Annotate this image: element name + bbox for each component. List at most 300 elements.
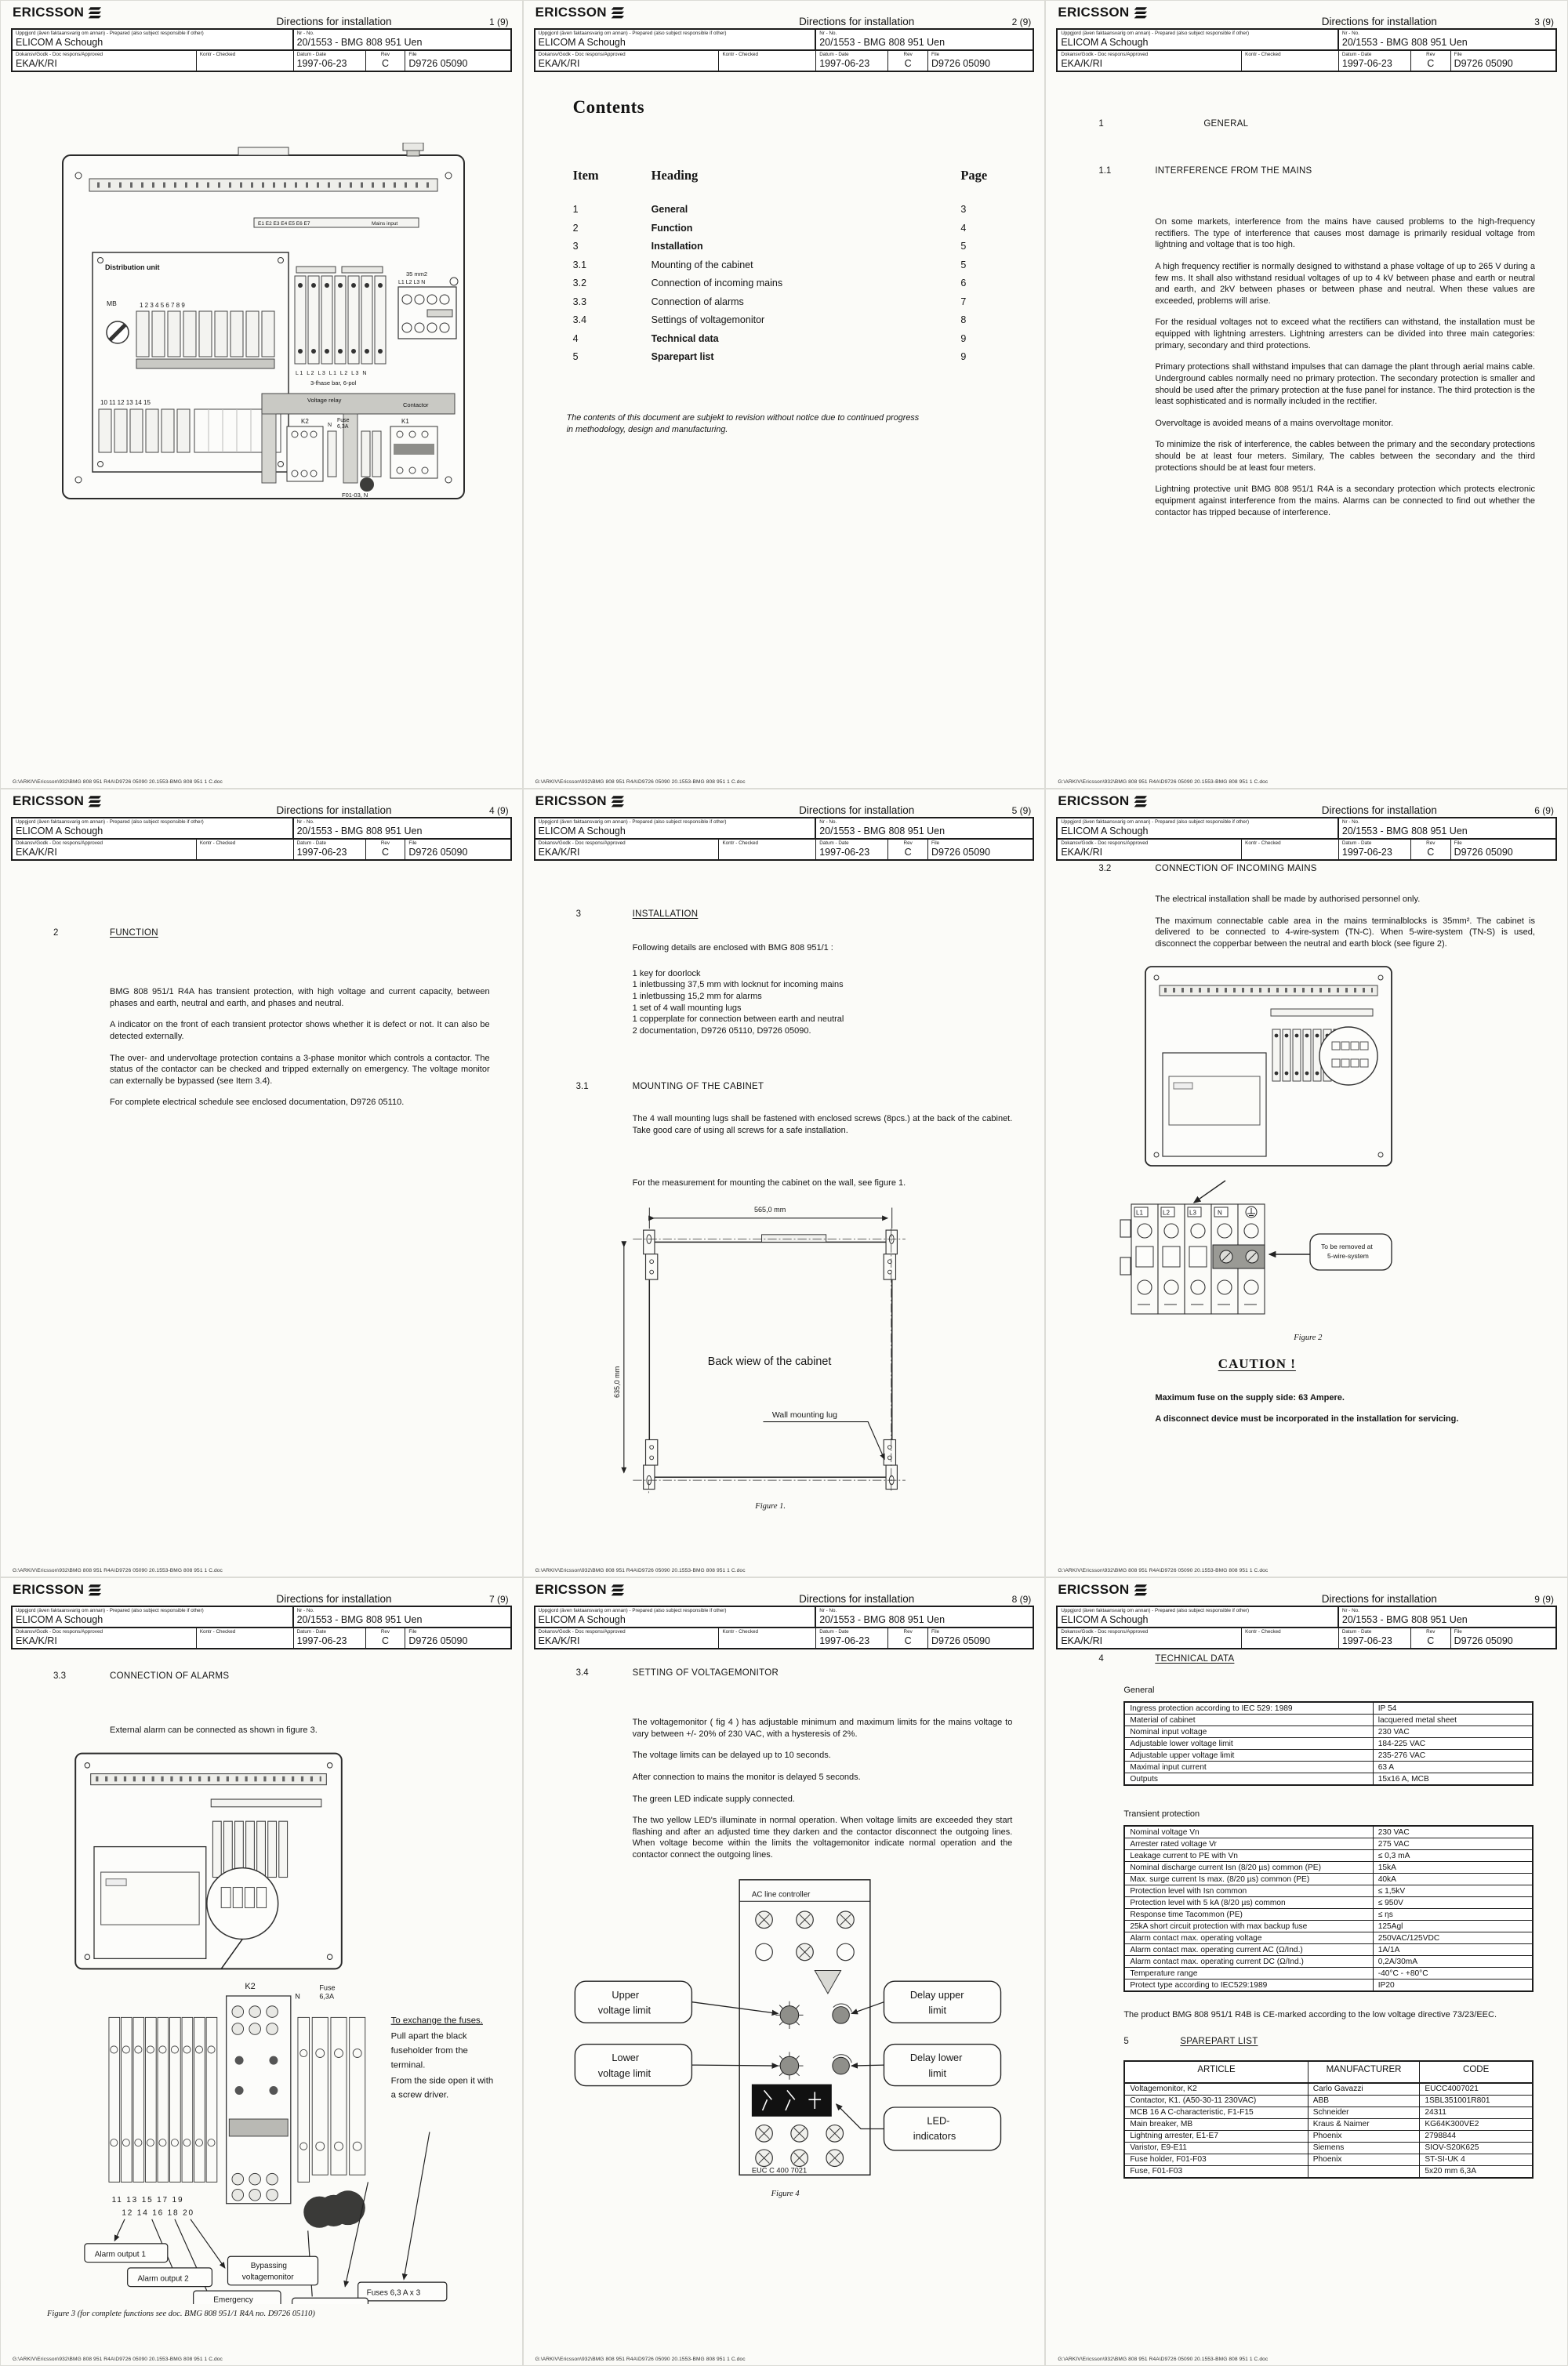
table-cell: Main breaker, MB <box>1125 2119 1308 2130</box>
table-row <box>1125 1861 1532 1873</box>
prepared-value: ELICOM A Schough <box>538 37 626 48</box>
footer-path: G:\ARKIV\Ericsson\932\BMG 808 951 R4A\D9726 05090 20.1553-BMG 808 951 1 C.doc <box>1058 2357 1269 2362</box>
table-cell: 4 <box>572 332 579 344</box>
bypass-label-1: Bypassing <box>250 2261 288 2270</box>
paragraph: For the residual voltages not to exceed what the rectifiers can withstand, the installation must be equipped with lightning arresters. Lightning arresters can be divided into three main categories: primary, secondary and third protections. <box>1155 318 1535 350</box>
footer-path: G:\ARKIV\Ericsson\932\BMG 808 951 R4A\D9726 05090 20.1553-BMG 808 951 1 C.doc <box>535 1568 746 1573</box>
paragraph: 1 inletbussing 15,2 mm for alarms <box>632 991 762 1001</box>
rev-value: C <box>904 58 912 69</box>
figure-2 <box>1136 960 1568 1342</box>
table-row <box>1125 2130 1532 2142</box>
page-header <box>1056 1582 1557 1649</box>
ericsson-wordmark: ERICSSON <box>1058 793 1130 808</box>
page-7-body <box>0 1653 523 2350</box>
lower-limit-callout-1: Lower <box>612 2051 639 2063</box>
no-label: Nr - No. <box>1341 31 1359 36</box>
rev-label: Rev <box>903 52 913 57</box>
page-number: 5 (9) <box>1011 805 1032 816</box>
date-label: Datum - Date <box>819 840 849 846</box>
rev-label: Rev <box>1426 840 1436 846</box>
section-number: 3.1 <box>575 1082 589 1092</box>
table-cell: 4 <box>960 222 967 234</box>
table-row <box>1125 1726 1532 1737</box>
date-value: 1997-06-23 <box>296 847 347 858</box>
table-cell: Adjustable lower voltage limit <box>1125 1738 1373 1749</box>
contactor-label: Contactor <box>403 401 429 408</box>
table-cell: KG64K300VE2 <box>1425 2120 1479 2129</box>
terminal-block-detail-drawing <box>1108 1179 1406 1326</box>
delay-upper-callout-2: limit <box>928 2004 946 2016</box>
table-cell: MCB 16 A C-characteristic, F1-F15 <box>1125 2107 1308 2118</box>
date-label: Datum - Date <box>296 1629 327 1635</box>
table-row <box>1125 2142 1532 2154</box>
file-label: File <box>1454 52 1462 57</box>
cable-area-label: 35 mm2 <box>406 270 428 278</box>
page-2 <box>523 0 1046 789</box>
mains-terminal-labels: L1 L2 L3 N <box>398 280 426 285</box>
rev-label: Rev <box>380 52 390 57</box>
file-label: File <box>408 840 417 846</box>
page-6 <box>1045 789 1568 1577</box>
table-row <box>1125 1896 1532 1908</box>
table-cell: Nominal input voltage <box>1125 1726 1373 1737</box>
section-general <box>1045 119 1568 129</box>
table-cell: 230 VAC <box>1377 1827 1410 1837</box>
ericsson-wordmark: ERICSSON <box>535 1582 607 1597</box>
section-function <box>0 928 523 938</box>
page-number: 4 (9) <box>488 805 509 816</box>
table-cell: 125Agl <box>1377 1921 1403 1931</box>
ericsson-bars-icon <box>1134 796 1147 807</box>
no-value: 20/1553 - BMG 808 951 Uen <box>819 826 946 836</box>
section-number: 3.3 <box>53 1671 66 1681</box>
rev-label: Rev <box>1426 52 1436 57</box>
paragraph: To minimize the risk of interference, the cables between the primary and the secondary protections should be at least four meters. Similary, The cables between the secondary and the third protections should be at least four meters. <box>1155 440 1535 473</box>
table-row <box>573 351 1005 362</box>
section-technical-data <box>1045 1654 1568 1664</box>
no-value: 20/1553 - BMG 808 951 Uen <box>296 826 423 836</box>
table-row <box>1125 1838 1532 1849</box>
table-row <box>1125 1827 1532 1838</box>
page-header <box>534 5 1035 72</box>
rev-label: Rev <box>1426 1629 1436 1635</box>
rev-label: Rev <box>903 840 913 846</box>
prepared-label: Uppgjord (även faktaansvarig om annan) - Prepared (also subject responsible if other) <box>1061 1608 1250 1613</box>
ericsson-wordmark: ERICSSON <box>13 1582 85 1597</box>
prepared-value: ELICOM A Schough <box>16 826 103 836</box>
table-cell: 1SBL351001R801 <box>1425 2096 1490 2106</box>
section-incoming-mains <box>1045 864 1568 873</box>
table-cell: 3 <box>960 204 967 215</box>
file-value: D9726 05090 <box>408 58 468 69</box>
checked-label: Kontr - Checked <box>199 840 236 846</box>
fuse-label-1: Fuse <box>337 418 350 423</box>
table-cell: 6 <box>960 278 967 288</box>
upper-limit-dial <box>775 2001 803 2028</box>
max-fuse-note: Maximum fuse on the supply side: 63 Ampere. <box>1155 1392 1345 1403</box>
exchange-line-3: fuseholder from the <box>390 2045 468 2056</box>
doc-title: Directions for installation <box>1321 804 1437 816</box>
doc-title: Directions for installation <box>276 1593 392 1605</box>
page-8-body <box>523 1653 1046 2350</box>
mounting-paragraph: The 4 wall mounting lugs shall be fastened with enclosed screws (8pcs.) at the back of the cabinet. Take good care of using all screws for a safe installation. <box>632 1114 1013 1135</box>
doc-title: Directions for installation <box>1321 1593 1437 1605</box>
remove-callout-line1: To be removed at <box>1321 1242 1373 1250</box>
document-header-table <box>534 1606 1035 1649</box>
ericsson-logo <box>1058 793 1146 809</box>
document-header-table <box>534 28 1035 72</box>
table-row <box>1125 2165 1532 2177</box>
column-code: CODE <box>1463 2064 1490 2074</box>
rev-label: Rev <box>380 1629 390 1635</box>
table-row <box>1125 1703 1532 1714</box>
page-header <box>11 5 512 72</box>
page-5-body <box>523 864 1046 1562</box>
table-cell: Alarm contact max. operating voltage <box>1125 1932 1373 1943</box>
delay-lower-callout-1: Delay lower <box>909 2051 963 2063</box>
file-label: File <box>408 1629 417 1635</box>
section-number: 4 <box>1098 1654 1104 1664</box>
table-cell: 184-225 VAC <box>1377 1739 1426 1748</box>
date-label: Datum - Date <box>296 840 327 846</box>
ericsson-logo <box>1058 1582 1146 1598</box>
file-label: File <box>1454 1629 1462 1635</box>
date-value: 1997-06-23 <box>819 1635 870 1646</box>
table-cell: 2798844 <box>1425 2132 1456 2141</box>
footer-path: G:\ARKIV\Ericsson\932\BMG 808 951 R4A\D9726 05090 20.1553-BMG 808 951 1 C.doc <box>13 1568 223 1573</box>
footer-path: G:\ARKIV\Ericsson\932\BMG 808 951 R4A\D9726 05090 20.1553-BMG 808 951 1 C.doc <box>535 779 746 785</box>
paragraph: The voltage limits can be delayed up to 10 seconds. <box>632 1751 831 1761</box>
respons-value: EKA/K/RI <box>538 847 580 858</box>
respons-value: EKA/K/RI <box>538 1635 580 1646</box>
table-cell: Ingress protection according to IEC 529: 1989 <box>1125 1703 1373 1714</box>
lower-limit-callout-2: voltage limit <box>597 2067 651 2079</box>
ericsson-logo <box>1058 5 1146 20</box>
table-cell: 5 <box>960 241 967 252</box>
paragraph: The two yellow LED's illuminate in normal operation. When voltage limits are exceeded they start flashing and after an adjusted time they darken and the contactor disconnect the outgoing lines. When voltage become within the limits the voltagemonitor indicate normal operation and the contactor connect the outgoing lines. <box>632 1816 1013 1860</box>
phase-bar-label: 3-fhase bar, 6-pol <box>310 379 357 386</box>
table-row <box>1125 1749 1532 1761</box>
table-cell: 275 VAC <box>1377 1839 1410 1849</box>
document-header-table <box>11 1606 512 1649</box>
table-cell: ST-SI-UK 4 <box>1425 2155 1465 2165</box>
emergency-label-1: Emergency <box>213 2295 253 2304</box>
table-cell: 1 <box>572 204 579 215</box>
figure-cabinet-interior <box>52 143 523 515</box>
terminal-l2: L2 <box>1163 1209 1171 1216</box>
page-header <box>11 793 512 861</box>
prepared-value: ELICOM A Schough <box>16 1614 103 1625</box>
figure-1 <box>567 1199 1046 1511</box>
col-heading: Heading <box>651 168 699 183</box>
fuse-label-2: 6,3A <box>319 1992 335 2001</box>
table-row <box>1125 1849 1532 1861</box>
table-row <box>573 241 1005 252</box>
rev-value: C <box>1427 847 1435 858</box>
contents-columns <box>573 168 1005 183</box>
page-3-body <box>1045 75 1568 773</box>
table-cell: Fuse holder, F01-F03 <box>1125 2154 1308 2165</box>
table-cell: IP20 <box>1377 1980 1395 1990</box>
height-dimension: 635,0 mm <box>612 1366 621 1399</box>
no-label: Nr - No. <box>819 1608 837 1613</box>
document-header-table <box>534 817 1035 861</box>
general-table-label: General <box>1123 1686 1155 1695</box>
figure-1-caption: Figure 1. <box>755 1502 786 1511</box>
led-callout-1: LED- <box>927 2114 950 2127</box>
table-cell: ≤ 1,5kV <box>1377 1886 1406 1896</box>
no-value: 20/1553 - BMG 808 951 Uen <box>1341 37 1468 48</box>
ericsson-bars-icon <box>611 796 624 807</box>
table-cell: Sparepart list <box>651 351 714 362</box>
no-value: 20/1553 - BMG 808 951 Uen <box>819 37 946 48</box>
distribution-unit-label: Distribution unit <box>105 263 160 271</box>
table-cell: Schneider <box>1308 2107 1421 2118</box>
table-cell: ≤ ηs <box>1377 1910 1393 1919</box>
rev-value: C <box>381 1635 389 1646</box>
section-title: SETTING OF VOLTAGEMONITOR <box>632 1668 779 1678</box>
table-cell: Varistor, E9-E11 <box>1125 2143 1308 2154</box>
cable-area-paragraph: The maximum connectable cable area in the mains terminalblocks is 35mm². The cabinet is delivered to be connected to 4-wire-system (TN-C). When 5-wire-system (TN-S) is used, disconnect the copperbar between the neutral and earth block (see figure 2). <box>1155 916 1535 949</box>
table-cell: 3.1 <box>572 259 587 270</box>
no-value: 20/1553 - BMG 808 951 Uen <box>1341 1614 1468 1625</box>
ericsson-wordmark: ERICSSON <box>13 5 85 20</box>
prepared-label: Uppgjord (även faktaansvarig om annan) - Prepared (also subject responsible if other) <box>1061 31 1250 36</box>
k1-label: K1 <box>401 418 409 425</box>
page-1 <box>0 0 523 789</box>
no-label: Nr - No. <box>819 819 837 825</box>
doc-title: Directions for installation <box>1321 16 1437 27</box>
page-number: 6 (9) <box>1534 805 1554 816</box>
back-view-label: Back wiew of the cabinet <box>707 1355 831 1369</box>
doc-title: Directions for installation <box>799 804 915 816</box>
column-article: ARTICLE <box>1125 2062 1308 2082</box>
table-cell: Temperature range <box>1125 1968 1373 1979</box>
date-value: 1997-06-23 <box>1341 58 1392 69</box>
page-header <box>11 1582 512 1649</box>
ericsson-bars-icon <box>88 796 101 807</box>
ericsson-wordmark: ERICSSON <box>535 5 607 20</box>
section-mounting <box>523 1082 1046 1091</box>
table-row <box>1125 1955 1532 1967</box>
checked-label: Kontr - Checked <box>199 1629 236 1635</box>
paragraph: The green LED indicate supply connected. <box>632 1794 795 1804</box>
enclosed-items-list <box>523 968 1046 1037</box>
section-title: SPAREPART LIST <box>1180 2036 1258 2046</box>
table-cell: 3.4 <box>572 314 587 325</box>
date-label: Datum - Date <box>1341 52 1372 57</box>
respons-value: EKA/K/RI <box>1061 1635 1103 1646</box>
table-row <box>1125 2083 1532 2095</box>
table-row <box>573 259 1005 270</box>
page-number: 2 (9) <box>1011 16 1032 27</box>
table-row <box>1125 1761 1532 1773</box>
section-sparepart <box>1045 2037 1568 2046</box>
exchange-line-1: To exchange the fuses. <box>390 2016 483 2026</box>
respons-value: EKA/K/RI <box>1061 58 1103 69</box>
terminal-numbers-odd: 11 13 15 17 19 <box>111 2195 184 2205</box>
table-row <box>1125 2107 1532 2118</box>
date-value: 1997-06-23 <box>296 1635 347 1646</box>
table-cell: 0,2A/30mA <box>1377 1957 1418 1966</box>
ac-line-controller-drawing <box>554 1872 1017 2186</box>
f01-label: F01-03, N <box>342 492 368 499</box>
ericsson-bars-icon <box>88 1584 101 1596</box>
alarm-output-1-label: Alarm output 1 <box>94 2249 146 2259</box>
respons-label: Dokansv/Godk - Doc respons/Approved <box>538 52 626 57</box>
respons-label: Dokansv/Godk - Doc respons/Approved <box>16 52 103 57</box>
ericsson-wordmark: ERICSSON <box>13 793 85 808</box>
paragraph: A indicator on the front of each transient protector shows whether it is defect or not. It can also be detected externally. <box>110 1020 490 1041</box>
table-cell: 230 VAC <box>1377 1727 1410 1736</box>
table-row <box>1125 2154 1532 2165</box>
led-callout-2: indicators <box>913 2129 956 2142</box>
table-cell: Phoenix <box>1308 2154 1421 2165</box>
remove-callout-line2: 5-wire-system <box>1327 1251 1370 1260</box>
file-label: File <box>931 840 940 846</box>
table-cell: Technical data <box>651 332 719 344</box>
file-value: D9726 05090 <box>931 1635 991 1646</box>
caution-heading: CAUTION ! <box>1218 1355 1296 1371</box>
table-cell: Fuse, F01-F03 <box>1125 2166 1308 2177</box>
doc-title: Directions for installation <box>799 16 915 27</box>
arrester-rail-label: E1 E2 E3 E4 E5 E6 E7 <box>258 221 310 227</box>
table-cell: Arrester rated voltage Vr <box>1125 1838 1373 1849</box>
ericsson-bars-icon <box>88 7 101 19</box>
checked-label: Kontr - Checked <box>199 52 236 57</box>
alarm-output-2-label: Alarm output 2 <box>137 2273 189 2283</box>
table-cell: 3.2 <box>572 278 587 288</box>
table-cell: 5 <box>572 351 579 362</box>
checked-label: Kontr - Checked <box>1245 840 1281 846</box>
table-cell: Alarm contact max. operating current AC (Ω/Ind.) <box>1125 1944 1373 1955</box>
ericsson-wordmark: ERICSSON <box>1058 1582 1130 1597</box>
checked-label: Kontr - Checked <box>722 52 758 57</box>
mb-label: MB <box>107 299 117 307</box>
terminal-l1: L1 <box>1136 1209 1144 1216</box>
function-paragraphs <box>0 986 523 1109</box>
n-label: N <box>295 1992 300 2001</box>
date-label: Datum - Date <box>1341 840 1372 846</box>
no-label: Nr - No. <box>296 1608 314 1613</box>
wall-mounting-lug-label: Wall mounting lug <box>771 1410 837 1421</box>
no-label: Nr - No. <box>1341 819 1359 825</box>
table-cell: Protection level with Isn common <box>1125 1885 1373 1896</box>
contents-title: Contents <box>572 97 645 117</box>
led-panel <box>752 2084 832 2116</box>
footer-path: G:\ARKIV\Ericsson\932\BMG 808 951 R4A\D9726 05090 20.1553-BMG 808 951 1 C.doc <box>1058 779 1269 785</box>
ericsson-wordmark: ERICSSON <box>1058 5 1130 20</box>
general-paragraphs <box>1045 216 1568 518</box>
section-title: INSTALLATION <box>632 909 699 919</box>
ericsson-logo <box>535 1582 624 1598</box>
section-title: INTERFERENCE FROM THE MAINS <box>1155 166 1312 176</box>
table-row <box>1125 1979 1532 1990</box>
table-cell: Maximal input current <box>1125 1762 1373 1773</box>
ce-mark-paragraph: The product BMG 808 951/1 R4B is CE-marked according to the low voltage directive 73/23/EEC. <box>1123 2010 1497 2019</box>
doc-title: Directions for installation <box>799 1593 915 1605</box>
section-number: 5 <box>1123 2036 1129 2046</box>
rev-value: C <box>904 1635 912 1646</box>
prepared-label: Uppgjord (även faktaansvarig om annan) - Prepared (also subject responsible if other) <box>538 31 727 36</box>
checked-label: Kontr - Checked <box>1245 52 1281 57</box>
exchange-line-4: terminal. <box>390 2059 426 2070</box>
section-interference <box>1045 166 1568 176</box>
file-value: D9726 05090 <box>1454 847 1513 858</box>
ericsson-wordmark: ERICSSON <box>535 793 607 808</box>
table-cell: Outputs <box>1125 1773 1373 1784</box>
table-row <box>1125 1932 1532 1943</box>
ericsson-bars-icon <box>611 1584 624 1596</box>
table-row <box>1125 1873 1532 1885</box>
table-cell: Function <box>651 222 693 234</box>
upper-limit-callout-2: voltage limit <box>597 2004 651 2016</box>
paragraph: After connection to mains the monitor is delayed 5 seconds. <box>632 1772 861 1782</box>
page-8 <box>523 1577 1046 2366</box>
respons-label: Dokansv/Godk - Doc respons/Approved <box>538 1629 626 1635</box>
table-cell: Siemens <box>1308 2143 1421 2154</box>
table-cell: 24311 <box>1425 2108 1446 2117</box>
section-title: CONNECTION OF INCOMING MAINS <box>1155 864 1317 873</box>
page-7 <box>0 1577 523 2366</box>
device-code: EUC C 400 7021 <box>751 2165 807 2174</box>
figure-3-caption: Figure 3 (for complete functions see doc. BMG 808 951/1 R4A no. D9726 05110) <box>47 2309 315 2318</box>
table-cell: SIOV-S20K625 <box>1425 2143 1479 2153</box>
table-cell: 1A/1A <box>1377 1945 1400 1954</box>
no-label: Nr - No. <box>819 31 837 36</box>
respons-value: EKA/K/RI <box>538 58 580 69</box>
section-number: 1 <box>1098 119 1104 129</box>
table-row <box>573 278 1005 288</box>
prepared-label: Uppgjord (även faktaansvarig om annan) - Prepared (also subject responsible if other) <box>16 819 204 825</box>
k2-label: K2 <box>245 1981 256 1991</box>
table-cell: Lightning arrester, E1-E7 <box>1125 2131 1308 2142</box>
table-cell: 3.3 <box>572 296 587 307</box>
table-cell: Response time Tacommon (PE) <box>1125 1909 1373 1920</box>
page-header <box>534 793 1035 861</box>
table-cell: Nominal discharge current Isn (8/20 µs) common (PE) <box>1125 1862 1373 1873</box>
table-cell: Max. surge current Is max. (8/20 µs) common (PE) <box>1125 1874 1373 1885</box>
prepared-label: Uppgjord (även faktaansvarig om annan) - Prepared (also subject responsible if other) <box>16 31 204 36</box>
respons-label: Dokansv/Godk - Doc respons/Approved <box>16 840 103 846</box>
table-cell: Connection of incoming mains <box>651 278 783 288</box>
table-row <box>1125 1737 1532 1749</box>
rev-value: C <box>904 847 912 858</box>
page-4-body <box>0 864 523 1562</box>
voltage-relay-label: Voltage relay <box>307 397 342 404</box>
table-cell: 15kA <box>1377 1863 1396 1872</box>
table-cell: 235-276 VAC <box>1377 1751 1426 1760</box>
external-alarm-paragraph: External alarm can be connected as shown in figure 3. <box>110 1726 318 1735</box>
general-table <box>1123 1701 1534 1786</box>
col-page: Page <box>960 168 988 183</box>
table-row <box>1125 1908 1532 1920</box>
respons-value: EKA/K/RI <box>16 58 57 69</box>
fuse-label-1: Fuse <box>319 1983 336 1992</box>
fuse-label-2: 6,3A <box>337 424 349 430</box>
ericsson-logo <box>13 1582 101 1598</box>
table-cell: -40°C - +80°C <box>1377 1969 1428 1978</box>
table-cell: Protect type according to IEC529:1989 <box>1125 1980 1373 1990</box>
paragraph: A high frequency rectifier is normally designed to withstand a phase voltage of up to 265 V during a few ms. It shall also withstand residual voltages of up to 4 kV between phase and earth or neutral and earth, and 2kV between phases or between phase and neutral. When these values are exceeded, problems will arise. <box>1155 261 1535 306</box>
ericsson-logo <box>13 793 101 809</box>
paragraph: On some markets, interference from the mains have caused problems to the high-frequency rectifiers. The type of interference that causes most damage is primarily residual voltage from lightning and voltage that is too high. <box>1155 217 1535 250</box>
page-5 <box>523 789 1046 1577</box>
section-number: 3.2 <box>1098 864 1112 873</box>
page-1-body <box>0 75 523 773</box>
prepared-value: ELICOM A Schough <box>538 826 626 836</box>
respons-label: Dokansv/Godk - Doc respons/Approved <box>1061 52 1149 57</box>
